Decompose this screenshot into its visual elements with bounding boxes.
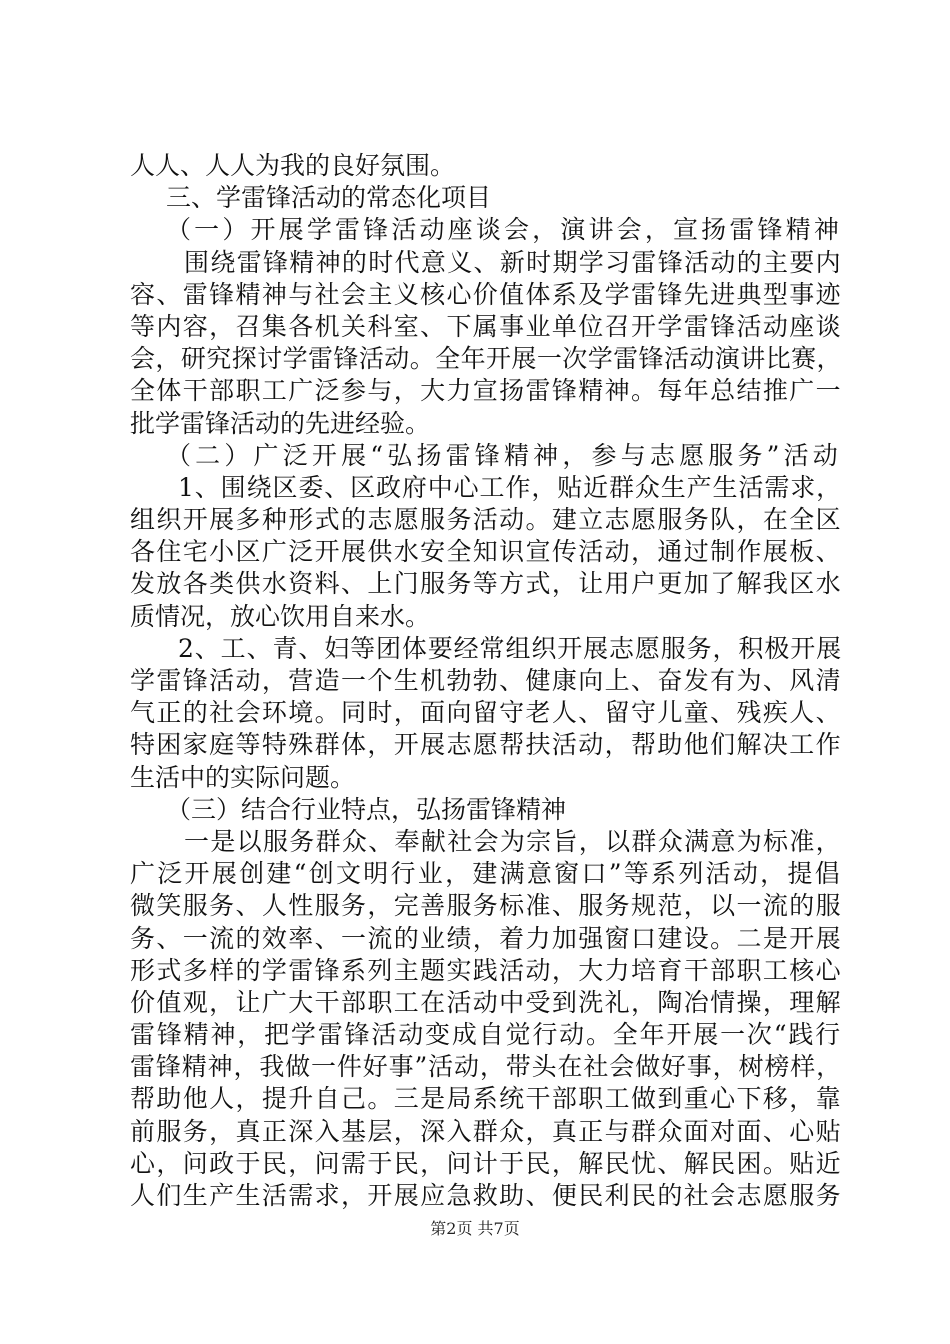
text-line: 雷锋精神，把学雷锋活动变成自觉行动。全年开展一次“践行 bbox=[130, 1020, 842, 1050]
text-line: （二）广泛开展“弘扬雷锋精神，参与志愿服务”活动 bbox=[166, 440, 842, 470]
text-line: 等内容，召集各机关科室、下属事业单位召开学雷锋活动座谈 bbox=[130, 311, 842, 341]
text-line: 形式多样的学雷锋系列主题实践活动，大力培育干部职工核心 bbox=[130, 955, 842, 985]
text-line: 批学雷锋活动的先进经验。 bbox=[130, 408, 431, 438]
text-line: （三）结合行业特点，弘扬雷锋精神 bbox=[166, 794, 567, 824]
text-line: 人们生产生活需求，开展应急救助、便民利民的社会志愿服务 bbox=[130, 1181, 842, 1210]
page-footer: 第2页 共7页 bbox=[430, 1219, 520, 1238]
text-line: 心，问政于民，问需于民，问计于民，解民忧、解民困。贴近 bbox=[130, 1148, 842, 1178]
document-body bbox=[130, 150, 842, 1212]
text-line: （一）开展学雷锋活动座谈会，演讲会，宣扬雷锋精神 bbox=[166, 215, 842, 245]
text-line: 全体干部职工广泛参与，大力宣扬雷锋精神。每年总结推广一 bbox=[130, 376, 842, 406]
text-line: 特困家庭等特殊群体，开展志愿帮扶活动，帮助他们解决工作 bbox=[130, 730, 842, 760]
text-line: 发放各类供水资料、上门服务等方式，让用户更加了解我区水 bbox=[130, 569, 842, 599]
text-line: 2、工、青、妇等团体要经常组织开展志愿服务，积极开展 bbox=[178, 633, 842, 663]
text-line: 会，研究探讨学雷锋活动。全年开展一次学雷锋活动演讲比赛， bbox=[130, 344, 842, 374]
text-line: 价值观，让广大干部职工在活动中受到洗礼，陶冶情操，理解 bbox=[130, 987, 842, 1017]
text-line: 围绕雷锋精神的时代意义、新时期学习雷锋活动的主要内 bbox=[184, 247, 842, 277]
text-line: 务、一流的效率、一流的业绩，着力加强窗口建设。二是开展 bbox=[130, 923, 842, 953]
text-line: 一是以服务群众、奉献社会为宗旨，以群众满意为标准， bbox=[184, 826, 842, 856]
text-line: 质情况，放心饮用自来水。 bbox=[130, 601, 431, 631]
text-line: 帮助他人，提升自己。三是局系统干部职工做到重心下移，靠 bbox=[130, 1084, 842, 1114]
text-line: 三、学雷锋活动的常态化项目 bbox=[166, 183, 492, 213]
text-line: 人人、人人为我的良好氛围。 bbox=[130, 151, 456, 180]
text-line: 生活中的实际问题。 bbox=[130, 762, 356, 792]
text-line: 学雷锋活动，营造一个生机勃勃、健康向上、奋发有为、风清 bbox=[130, 666, 842, 695]
text-line: 广泛开展创建“创文明行业，建满意窗口”等系列活动，提倡 bbox=[130, 859, 842, 889]
text-line: 1、围绕区委、区政府中心工作，贴近群众生产生活需求， bbox=[178, 472, 842, 502]
text-line: 组织开展多种形式的志愿服务活动。建立志愿服务队，在全区 bbox=[130, 505, 842, 535]
text-line: 各住宅小区广泛开展供水安全知识宣传活动，通过制作展板、 bbox=[130, 537, 842, 567]
text-line: 前服务，真正深入基层，深入群众，真正与群众面对面、心贴 bbox=[130, 1116, 842, 1146]
text-line: 气正的社会环境。同时，面向留守老人、留守儿童、残疾人、 bbox=[130, 698, 842, 728]
text-line: 微笑服务、人性服务，完善服务标准、服务规范，以一流的服 bbox=[130, 891, 842, 921]
text-line: 雷锋精神，我做一件好事”活动，带头在社会做好事，树榜样， bbox=[130, 1052, 842, 1082]
text-line: 容、雷锋精神与社会主义核心价值体系及学雷锋先进典型事迹 bbox=[130, 279, 842, 309]
